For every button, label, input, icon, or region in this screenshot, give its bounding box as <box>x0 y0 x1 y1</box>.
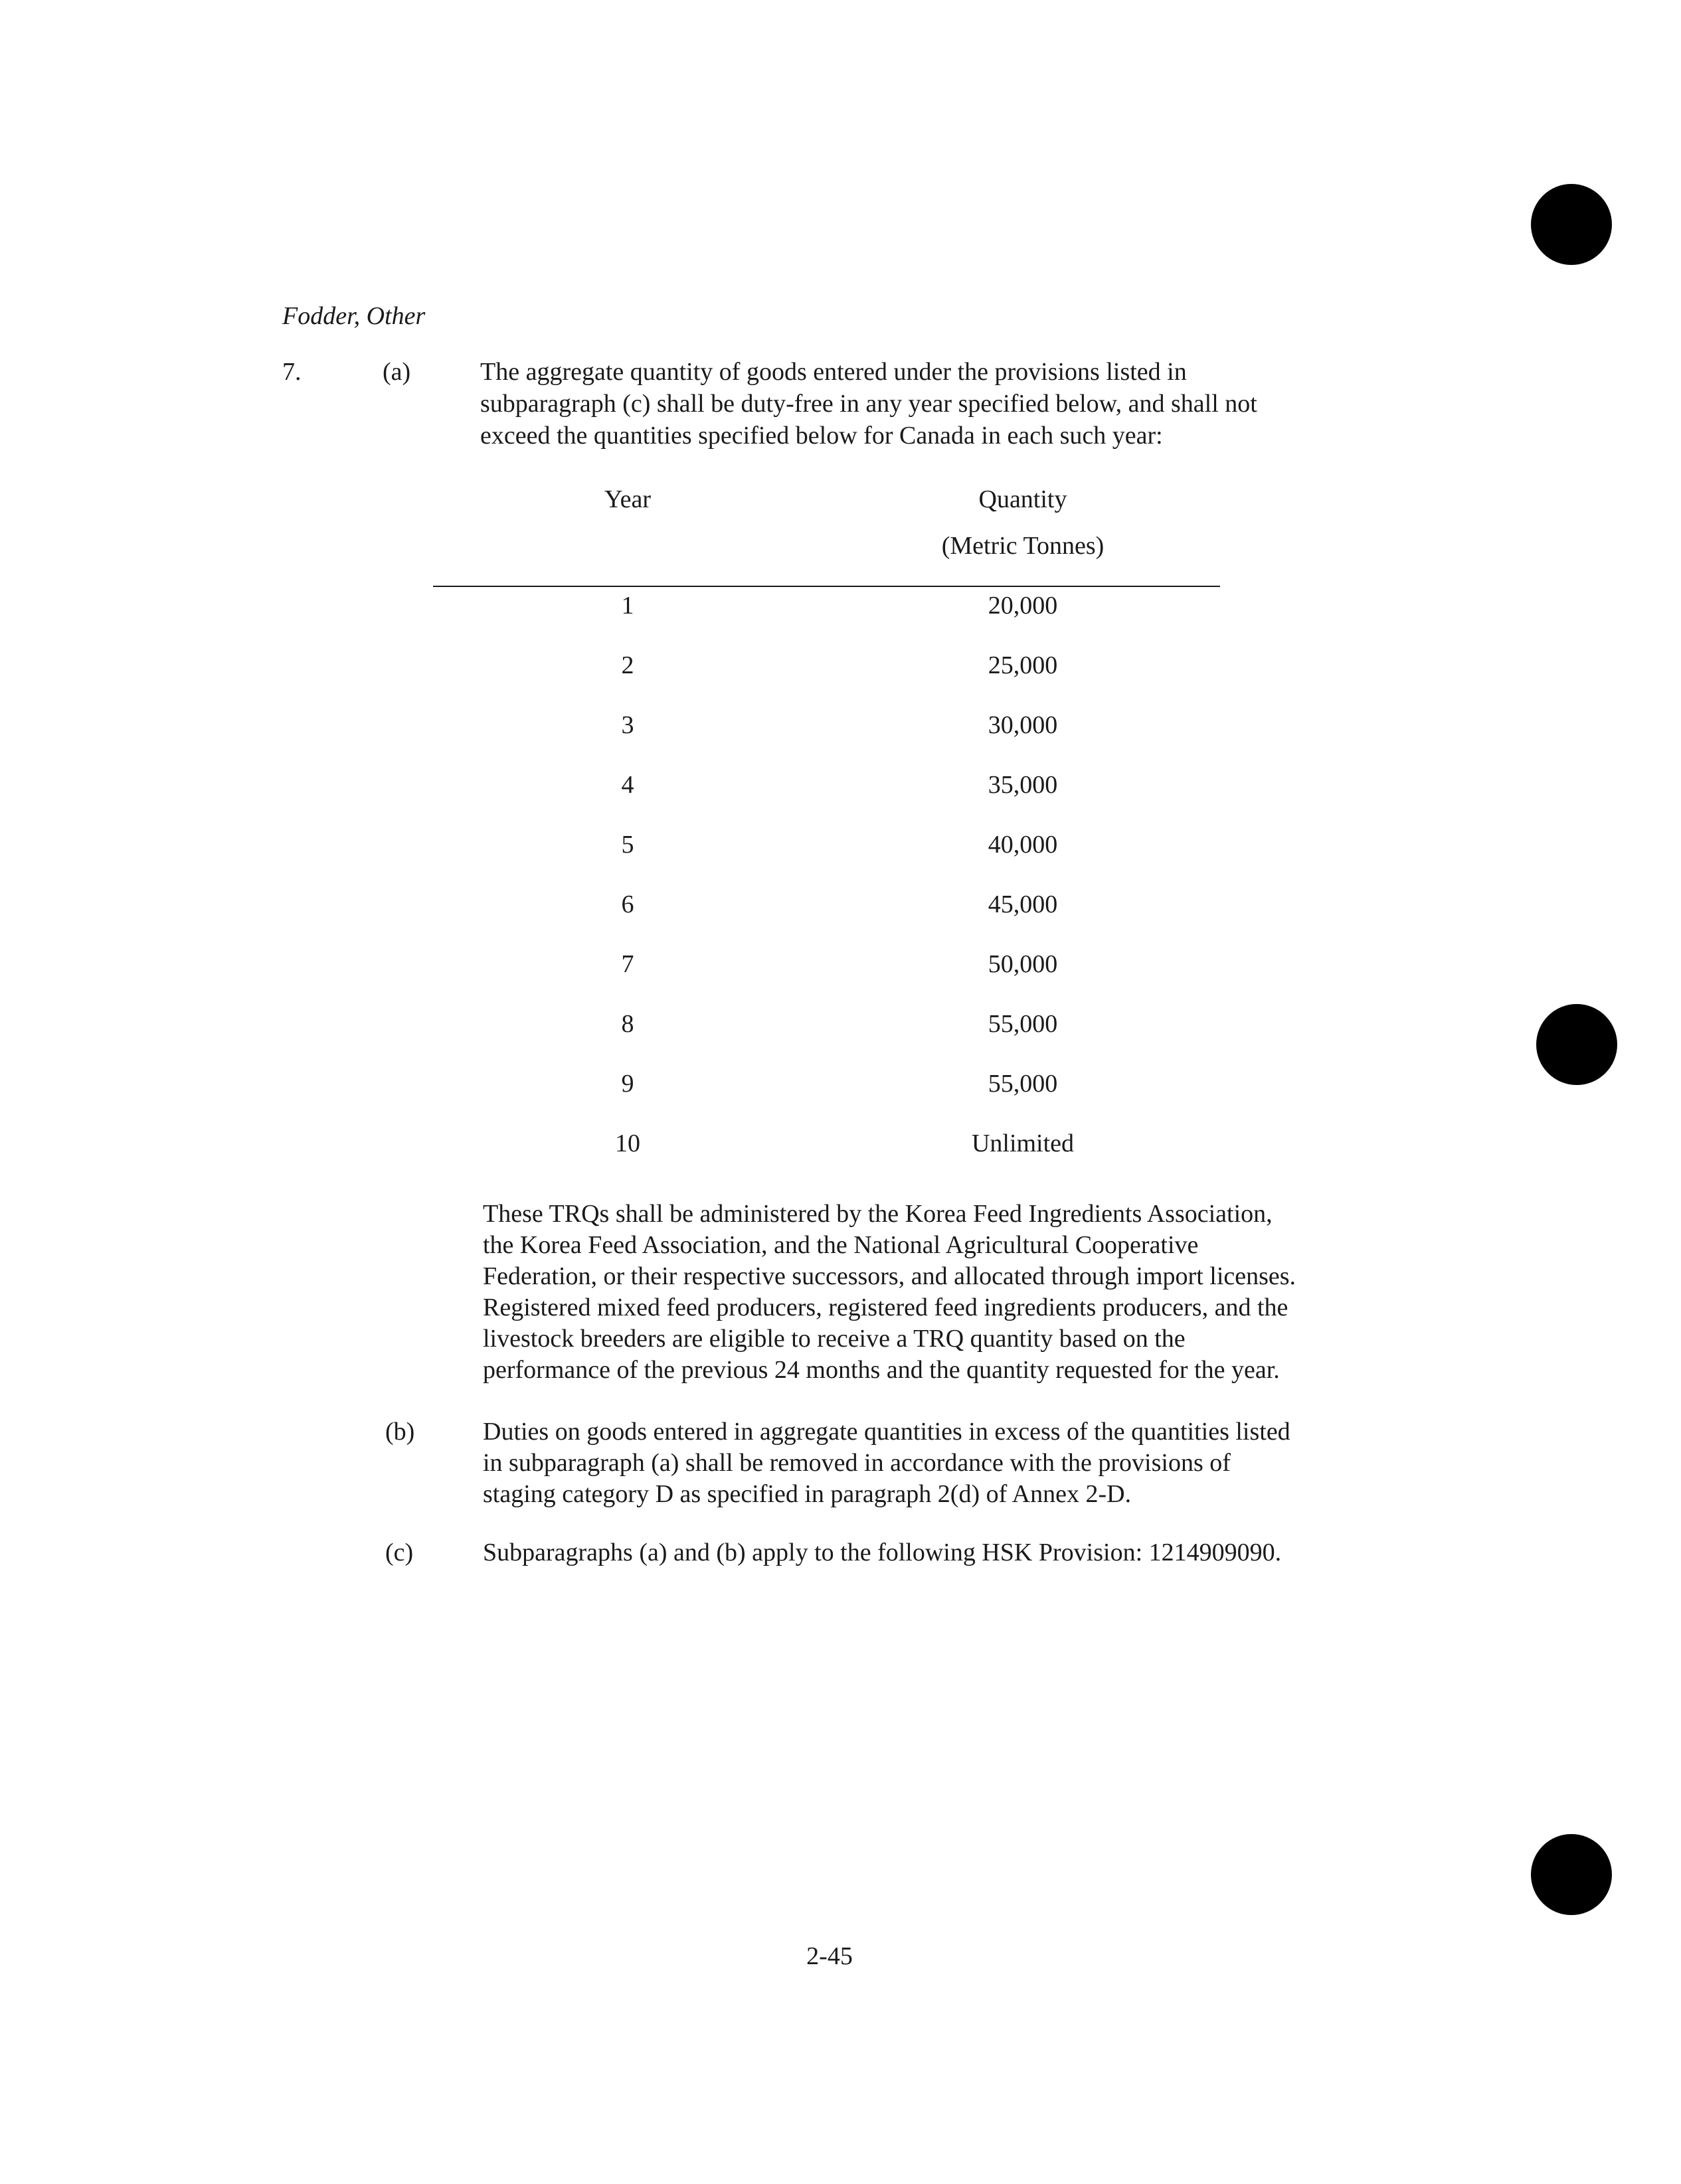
subparagraph-c-label: (c) <box>385 1539 414 1566</box>
table-cell-quantity: Unlimited <box>971 1130 1075 1157</box>
subparagraph-c-text: Subparagraphs (a) and (b) apply to the following HSK Provision: 1214909090. <box>483 1539 1282 1566</box>
section-heading: Fodder, Other <box>282 302 426 330</box>
table-cell-quantity: 50,000 <box>988 950 1058 978</box>
administration-line: the Korea Feed Association, and the National Agricultural Cooperative <box>483 1231 1199 1259</box>
table-header-quantity: Quantity <box>978 485 1067 513</box>
table-cell-quantity: 45,000 <box>988 890 1058 918</box>
table-cell-quantity: 40,000 <box>988 831 1058 859</box>
subparagraph-a-line: exceed the quantities specified below for Canada in each such year: <box>480 422 1163 450</box>
table-cell-quantity: 55,000 <box>988 1010 1058 1038</box>
table-cell-quantity: 20,000 <box>988 592 1058 620</box>
table-cell-year: 5 <box>621 831 634 859</box>
page-number: 2-45 <box>806 1942 853 1970</box>
table-header-unit: (Metric Tonnes) <box>941 532 1105 560</box>
administration-line: performance of the previous 24 months and the quantity requested for the year. <box>483 1356 1280 1384</box>
punch-hole-middle <box>1536 1004 1617 1085</box>
table-cell-year: 4 <box>621 771 634 799</box>
table-header-year: Year <box>604 485 652 513</box>
table-cell-year: 1 <box>621 592 634 620</box>
table-header-rule <box>433 586 1220 587</box>
table-cell-year: 3 <box>621 711 634 739</box>
subparagraph-b-line: staging category D as specified in paragraph 2(d) of Annex 2-D. <box>483 1480 1132 1508</box>
table-cell-quantity: 25,000 <box>988 651 1058 679</box>
subparagraph-a-line: The aggregate quantity of goods entered under the provisions listed in <box>480 358 1187 386</box>
administration-line: livestock breeders are eligible to receive a TRQ quantity based on the <box>483 1325 1186 1353</box>
subparagraph-b-line: in subparagraph (a) shall be removed in accordance with the provisions of <box>483 1449 1231 1477</box>
punch-hole-bottom <box>1531 1834 1612 1915</box>
table-cell-quantity: 35,000 <box>988 771 1058 799</box>
subparagraph-b-line: Duties on goods entered in aggregate quantities in excess of the quantities listed <box>483 1418 1290 1446</box>
table-cell-year: 6 <box>621 890 634 918</box>
punch-hole-top <box>1531 184 1612 265</box>
table-cell-year: 7 <box>621 950 634 978</box>
paragraph-number: 7. <box>282 358 302 386</box>
subparagraph-a-line: subparagraph (c) shall be duty-free in any year specified below, and shall not <box>480 390 1257 418</box>
subparagraph-b-label: (b) <box>385 1418 415 1446</box>
table-cell-year: 2 <box>621 651 634 679</box>
table-cell-year: 8 <box>621 1010 634 1038</box>
table-cell-year: 9 <box>621 1070 634 1098</box>
table-cell-quantity: 55,000 <box>988 1070 1058 1098</box>
administration-line: Federation, or their respective successors, and allocated through import licenses. <box>483 1262 1296 1290</box>
table-cell-quantity: 30,000 <box>988 711 1058 739</box>
administration-line: Registered mixed feed producers, registered feed ingredients producers, and the <box>483 1294 1288 1321</box>
table-cell-year: 10 <box>615 1130 640 1157</box>
subparagraph-a-label: (a) <box>383 358 411 386</box>
administration-line: These TRQs shall be administered by the Korea Feed Ingredients Association, <box>483 1200 1273 1228</box>
